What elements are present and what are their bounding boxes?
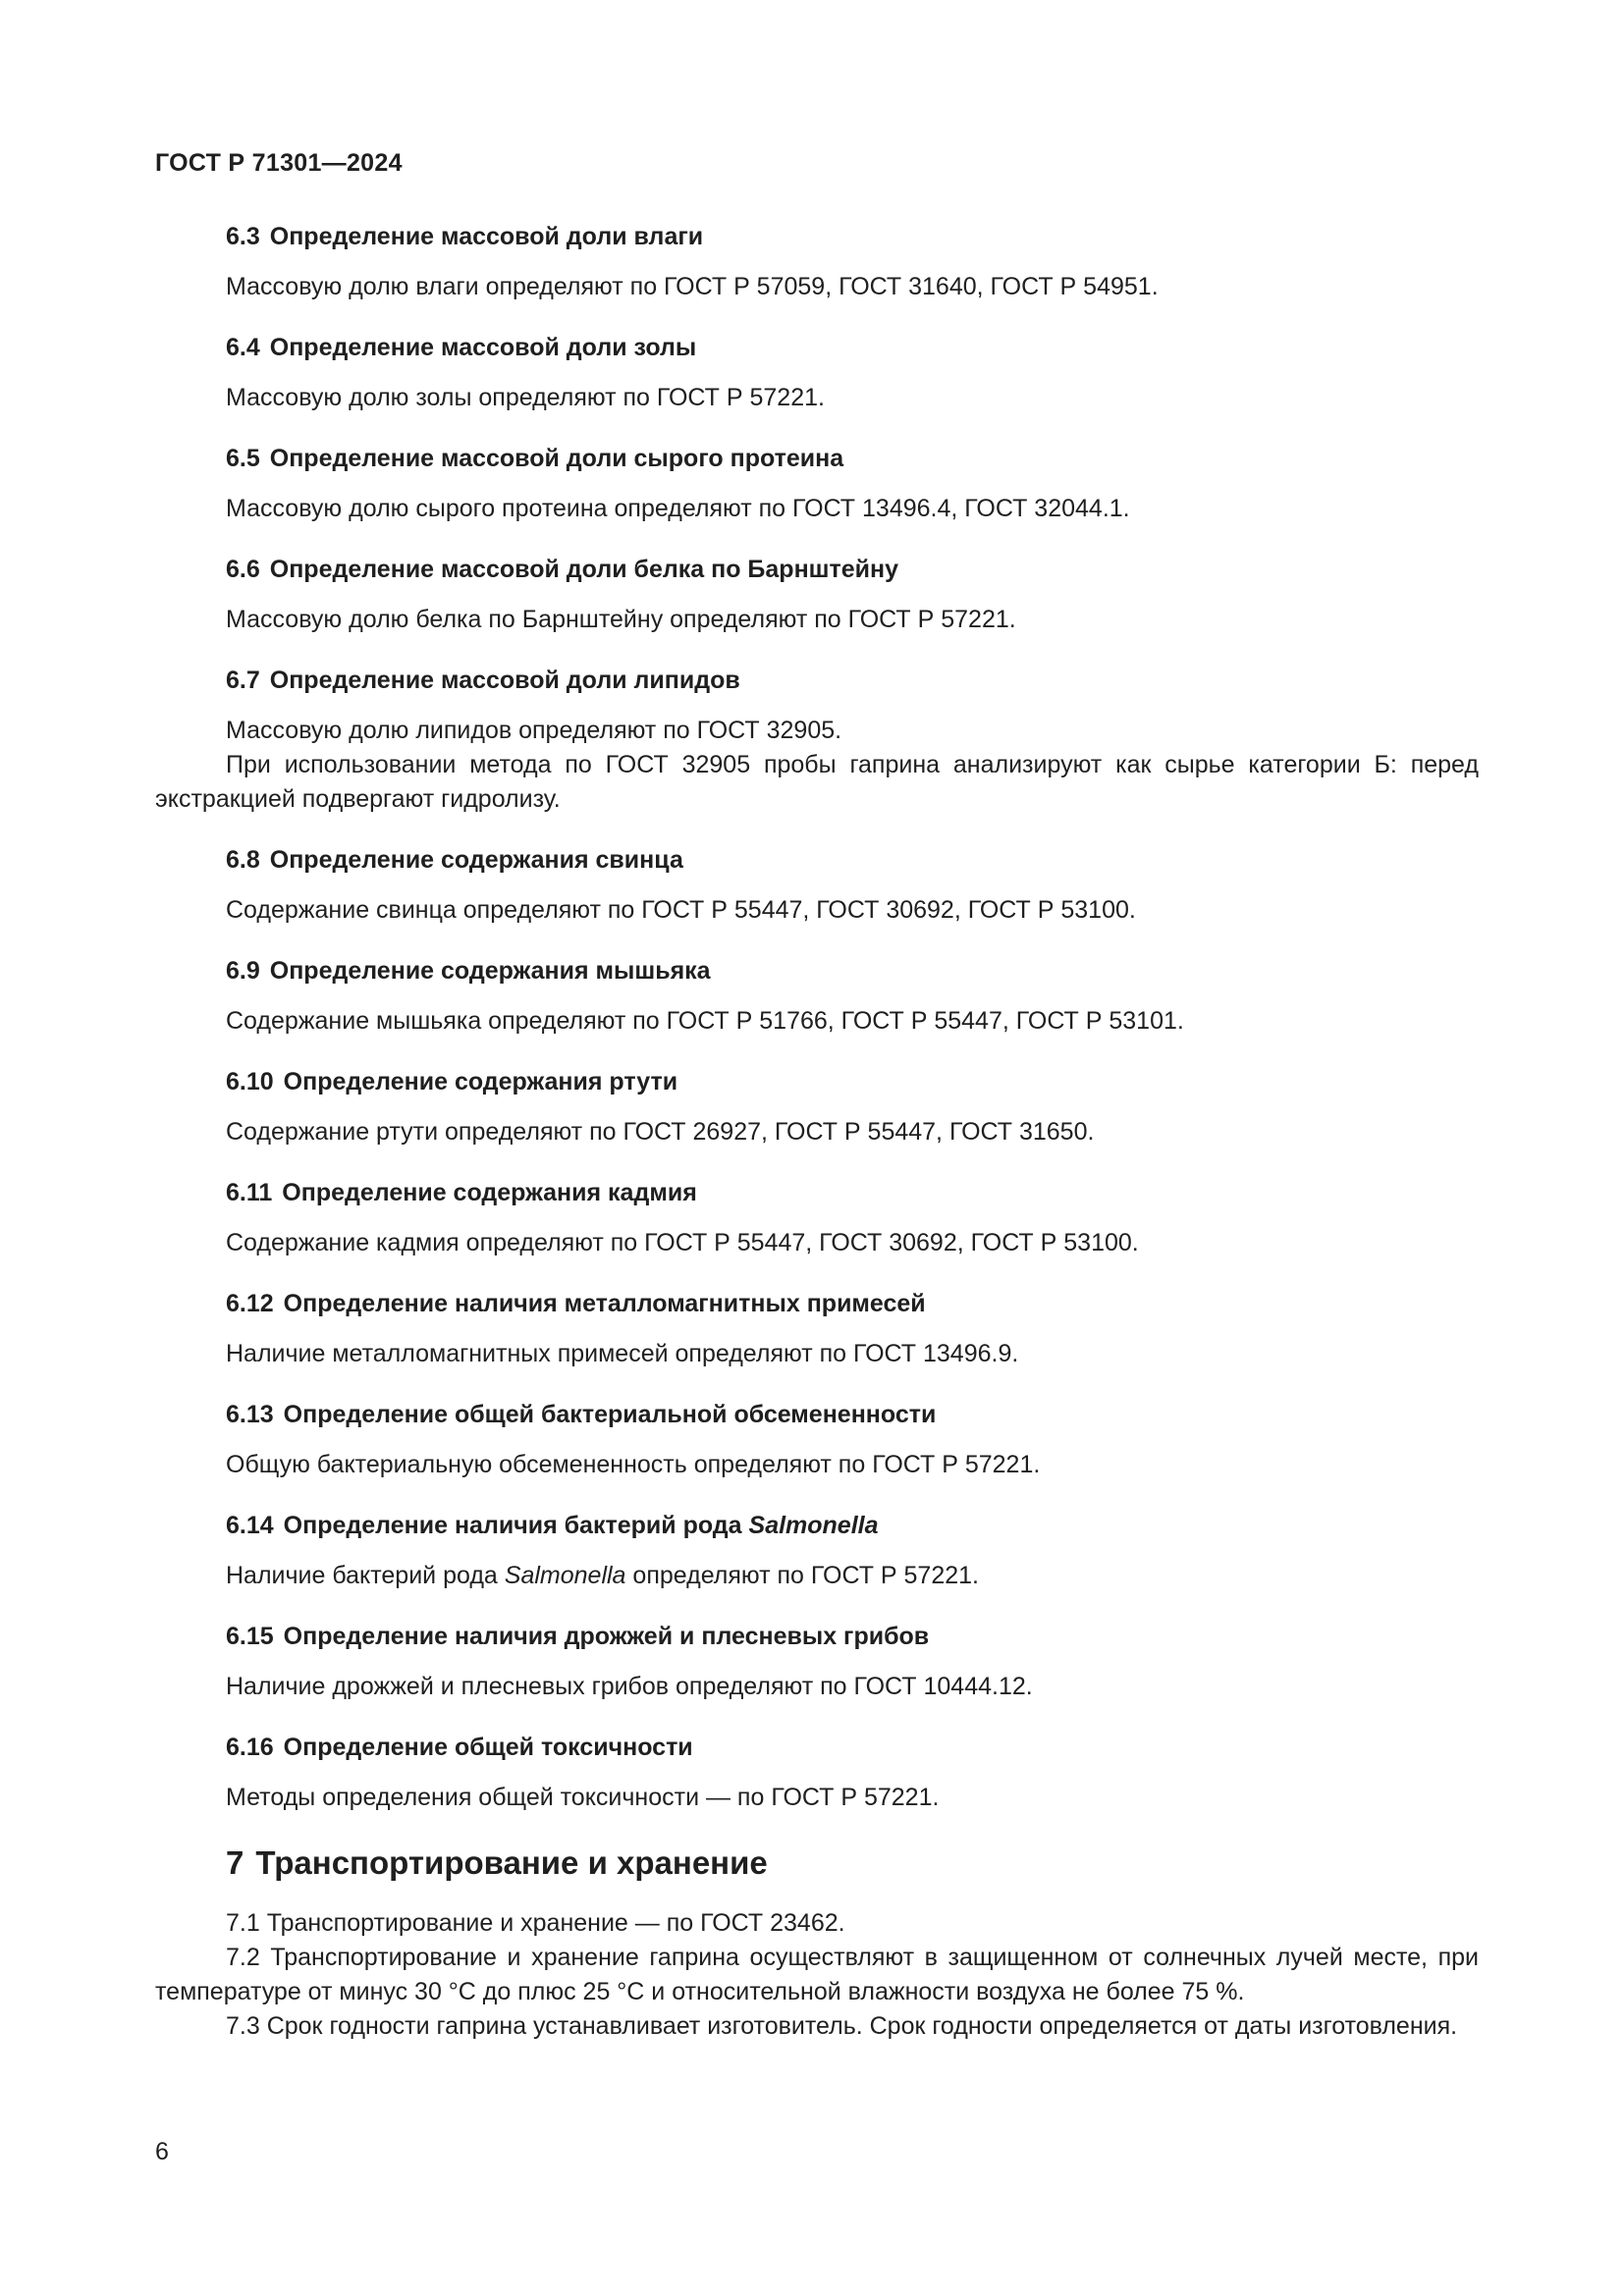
subsection-6-9	[155, 954, 1479, 1039]
subsection-number: 6.12	[226, 1290, 274, 1317]
subsection-6-3	[155, 220, 1479, 304]
subsection-6-13	[155, 1398, 1479, 1482]
subsection-number: 6.6	[226, 556, 260, 583]
subsection-title: Определение общей бактериальной обсемененности	[283, 1401, 937, 1428]
subsection-6-6	[155, 553, 1479, 637]
subsection-6-15	[155, 1620, 1479, 1704]
subsection-number: 6.9	[226, 957, 260, 985]
subsection-heading	[155, 1287, 1479, 1320]
subsection-text: Массовую долю сырого протеина определяют по ГОСТ 13496.4, ГОСТ 32044.1.	[226, 495, 1130, 522]
subsection-heading	[155, 331, 1479, 364]
subsection-6-8	[155, 843, 1479, 928]
subsection-title: Определение массовой доли белка по Барнштейну	[269, 556, 899, 583]
subsection-text: Общую бактериальную обсемененность определяют по ГОСТ Р 57221.	[226, 1451, 1041, 1478]
subsection-text: Массовую долю липидов определяют по ГОСТ 32905.	[226, 717, 842, 744]
subsection-title: Определение содержания кадмия	[282, 1179, 697, 1206]
subsection-heading	[155, 1731, 1479, 1764]
subsection-text: Массовую долю белка по Барнштейну определяют по ГОСТ Р 57221.	[226, 606, 1016, 633]
subsection-text: Содержание свинца определяют по ГОСТ Р 55447, ГОСТ 30692, ГОСТ Р 53100.	[226, 896, 1136, 924]
subsection-6-14	[155, 1509, 1479, 1593]
subsection-heading	[155, 1065, 1479, 1098]
section-7-item-1: 7.1 Транспортирование и хранение — по ГОСТ 23462.	[226, 1909, 845, 1937]
subsection-title: Определение общей токсичности	[283, 1734, 693, 1761]
subsection-number: 6.4	[226, 334, 260, 361]
subsection-number: 6.11	[226, 1179, 273, 1206]
text-pre: Наличие бактерий рода	[226, 1562, 498, 1589]
subsection-title: Определение содержания ртути	[283, 1068, 678, 1095]
section-7-item-3: 7.3 Срок годности гаприна устанавливает изготовитель. Срок годности определяется от даты изготовления.	[226, 2012, 1458, 2040]
subsection-text: Содержание ртути определяют по ГОСТ 26927, ГОСТ Р 55447, ГОСТ 31650.	[226, 1118, 1095, 1146]
subsection-title: Определение наличия дрожжей и плесневых грибов	[283, 1623, 930, 1650]
subsection-heading	[155, 442, 1479, 475]
subsection-text: Содержание кадмия определяют по ГОСТ Р 55447, ГОСТ 30692, ГОСТ Р 53100.	[226, 1229, 1139, 1256]
subsection-number: 6.10	[226, 1068, 274, 1095]
subsection-title: Определение наличия бактерий рода	[283, 1512, 742, 1539]
subsection-heading	[155, 1509, 1479, 1542]
subsection-text: Массовую долю золы определяют по ГОСТ Р 57221.	[226, 384, 825, 411]
subsection-number: 6.14	[226, 1512, 274, 1539]
subsection-heading	[155, 553, 1479, 586]
section-7-item-2: 7.2 Транспортирование и хранение гаприна осуществляют в защищенном от солнечных лучей месте, при температуре от минус 30 °С до плюс 25 °С и относительной влажности воздуха не более 75 %.	[155, 1944, 1479, 2005]
subsection-6-11	[155, 1176, 1479, 1260]
subsection-heading	[155, 220, 1479, 253]
subsection-title: Определение массовой доли липидов	[269, 667, 740, 694]
section-number: 7	[226, 1844, 244, 1881]
subsection-heading	[155, 1398, 1479, 1431]
subsection-number: 6.7	[226, 667, 260, 694]
subsection-title: Определение содержания мышьяка	[269, 957, 711, 985]
subsection-text: Массовую долю влаги определяют по ГОСТ Р 57059, ГОСТ 31640, ГОСТ Р 54951.	[226, 273, 1159, 300]
subsection-heading	[155, 1176, 1479, 1209]
subsection-6-10	[155, 1065, 1479, 1149]
subsection-heading	[155, 843, 1479, 877]
subsection-text: Наличие металломагнитных примесей определяют по ГОСТ 13496.9.	[226, 1340, 1019, 1367]
subsection-number: 6.8	[226, 846, 260, 874]
subsection-number: 6.15	[226, 1623, 274, 1650]
section-7-heading	[155, 1842, 1479, 1885]
subsection-6-5	[155, 442, 1479, 526]
subsection-heading	[155, 1620, 1479, 1653]
subsection-heading	[155, 664, 1479, 697]
subsection-number: 6.16	[226, 1734, 274, 1761]
subsection-6-12	[155, 1287, 1479, 1371]
subsection-title-italic: Salmonella	[748, 1512, 879, 1539]
subsection-text: Методы определения общей токсичности — по ГОСТ Р 57221.	[226, 1784, 940, 1811]
subsection-6-4	[155, 331, 1479, 415]
subsection-number: 6.5	[226, 445, 260, 472]
subsection-6-16	[155, 1731, 1479, 1815]
subsection-text-continued: При использовании метода по ГОСТ 32905 пробы гаприна анализируют как сырье категории Б: перед экстракцией подвергают гидролизу.	[155, 751, 1479, 813]
document-code-header: ГОСТ Р 71301—2024	[155, 149, 403, 177]
text-italic: Salmonella	[504, 1562, 626, 1589]
text-post: определяют по ГОСТ Р 57221.	[632, 1562, 979, 1589]
subsection-title: Определение массовой доли влаги	[269, 223, 704, 250]
subsection-title: Определение наличия металломагнитных примесей	[283, 1290, 926, 1317]
section-title: Транспортирование и хранение	[255, 1844, 768, 1881]
subsection-6-7	[155, 664, 1479, 817]
subsection-text: Наличие дрожжей и плесневых грибов определяют по ГОСТ 10444.12.	[226, 1673, 1033, 1700]
subsection-title: Определение массовой доли золы	[269, 334, 697, 361]
subsection-text: Содержание мышьяка определяют по ГОСТ Р 51766, ГОСТ Р 55447, ГОСТ Р 53101.	[226, 1007, 1184, 1035]
subsection-text	[155, 1559, 1479, 1593]
subsection-title: Определение массовой доли сырого протеина	[269, 445, 844, 472]
subsection-title: Определение содержания свинца	[269, 846, 683, 874]
subsection-number: 6.3	[226, 223, 260, 250]
document-body	[155, 220, 1479, 2044]
subsection-heading	[155, 954, 1479, 988]
page-number: 6	[155, 2138, 169, 2165]
subsection-number: 6.13	[226, 1401, 274, 1428]
